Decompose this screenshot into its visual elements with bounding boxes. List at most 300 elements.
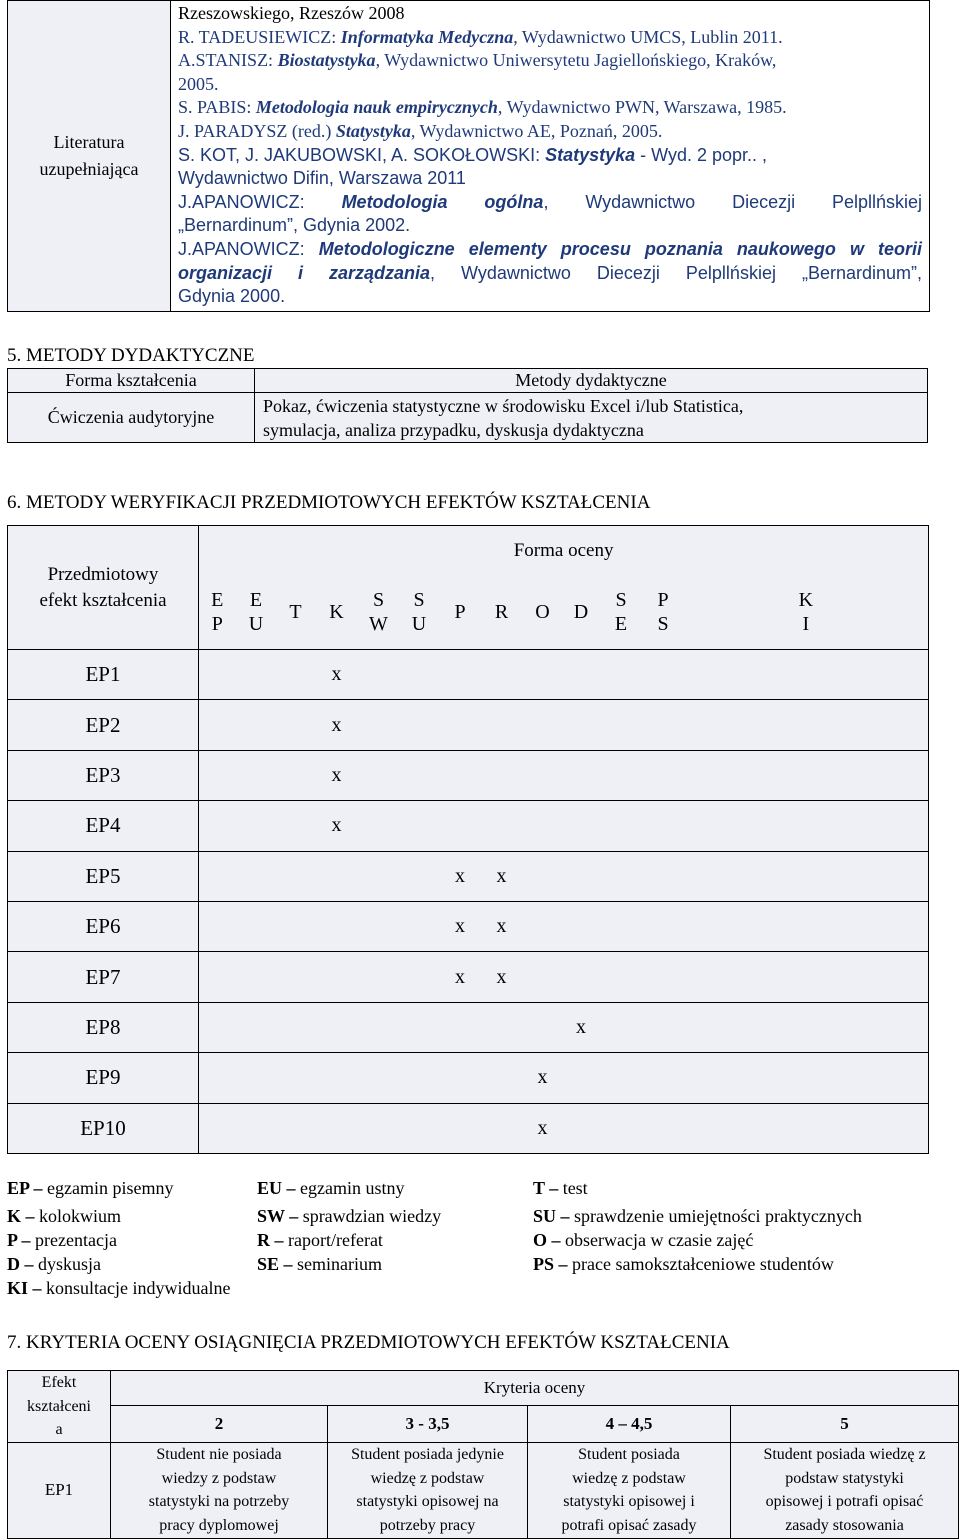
table-row <box>8 952 929 1002</box>
effect-header-1: Przedmiotowy <box>47 563 159 585</box>
mark-cell <box>600 650 643 700</box>
mark-cell <box>563 901 600 951</box>
legend-item-p <box>7 1230 117 1251</box>
mark-cell <box>643 952 684 1002</box>
legend-dash: – <box>29 1178 48 1198</box>
mark-cell <box>563 650 600 700</box>
effect-label: EP6 <box>8 901 199 951</box>
mark-cell <box>440 700 481 750</box>
literature-label-line2: uzupełniająca <box>39 158 139 179</box>
mark-cell <box>481 801 523 851</box>
mark-cell <box>440 750 481 800</box>
criteria-cell-line: podstaw statystyki <box>785 1469 904 1487</box>
literature-entry-author: J.APANOWICZ: <box>178 191 342 212</box>
mark-cell <box>359 700 399 750</box>
grade-header: 5 <box>731 1405 959 1442</box>
methods-methods-value <box>255 393 928 443</box>
mark-cell: x <box>481 901 523 951</box>
criteria-cell-line: wiedzę z podstaw <box>370 1469 485 1487</box>
mark-cell <box>563 1053 600 1103</box>
mark-cell <box>315 1053 359 1103</box>
grade-header: 4 – 4,5 <box>528 1405 731 1442</box>
legend-abbr: SU <box>533 1206 557 1226</box>
mark-cell <box>315 1103 359 1153</box>
literature-entry-author: J.APANOWICZ: <box>178 238 319 259</box>
criteria-cell-line: Student nie posiada <box>156 1446 282 1463</box>
mark-cell <box>399 851 440 901</box>
mark-cell <box>523 1002 563 1052</box>
legend-abbr: SW <box>257 1206 285 1226</box>
criteria-cell-line: statystyki opisowej na <box>356 1493 499 1510</box>
literature-entry-line <box>178 120 922 144</box>
mark-cell <box>236 1002 277 1052</box>
form-column-letter: E <box>614 613 628 636</box>
table-row <box>8 1053 929 1103</box>
literature-entry-title: organizacji i zarządzania <box>178 262 431 283</box>
legend-abbr: SE <box>257 1254 280 1274</box>
mark-cell <box>236 700 277 750</box>
mark-cell: x <box>315 750 359 800</box>
mark-cell <box>481 650 523 700</box>
mark-cell <box>684 801 929 851</box>
legend-abbr: K <box>7 1206 22 1226</box>
legend-dash: – <box>28 1278 47 1298</box>
form-column-header <box>563 576 600 650</box>
mark-cell <box>277 700 315 750</box>
section6-heading: 6. METODY WERYFIKACJI PRZEDMIOTOWYCH EFEKTÓW KSZTAŁCENIA <box>7 492 651 513</box>
legend-item-d <box>7 1254 101 1275</box>
legend-item-se <box>257 1254 382 1275</box>
literature-entry-title: Metodologia ogólna <box>341 191 544 212</box>
form-column-letter: U <box>248 613 264 636</box>
effect-label: EP2 <box>8 700 199 750</box>
legend-abbr: O <box>533 1230 548 1250</box>
mark-cell <box>236 650 277 700</box>
mark-cell <box>481 750 523 800</box>
mark-cell <box>563 952 600 1002</box>
form-column-letter: R <box>494 601 509 624</box>
mark-cell <box>236 1053 277 1103</box>
literature-entries-cell <box>171 1 930 312</box>
criteria-effect-header <box>8 1371 111 1443</box>
legend-abbr: EU <box>257 1178 283 1198</box>
legend-item-ep <box>7 1178 173 1199</box>
legend-text: prezentacja <box>35 1230 117 1250</box>
mark-cell <box>199 901 236 951</box>
effect-label: EP8 <box>8 1002 199 1052</box>
effect-label: EP3 <box>8 750 199 800</box>
table-row <box>8 801 929 851</box>
mark-cell <box>684 851 929 901</box>
mark-cell <box>315 1002 359 1052</box>
mark-cell: x <box>315 650 359 700</box>
mark-cell: x <box>523 1053 563 1103</box>
table-row <box>8 700 929 750</box>
mark-cell <box>399 1002 440 1052</box>
legend-item-su <box>533 1206 862 1227</box>
form-column-header <box>440 576 481 650</box>
legend-text: egzamin pisemny <box>47 1178 174 1198</box>
mark-cell <box>481 700 523 750</box>
form-column-letter: S <box>372 589 385 612</box>
mark-cell <box>600 952 643 1002</box>
legend-item-ki <box>7 1278 230 1299</box>
mark-cell <box>563 750 600 800</box>
form-column-letter: D <box>573 601 589 624</box>
legend-abbr: EP <box>7 1178 30 1198</box>
grade-header: 3 - 3,5 <box>328 1405 528 1442</box>
methods-header-form: Forma kształcenia <box>8 369 255 393</box>
legend-dash: – <box>547 1230 566 1250</box>
mark-cell <box>481 1103 523 1153</box>
literature-entry-line <box>178 96 922 120</box>
mark-cell <box>523 700 563 750</box>
criteria-cell-line: Student posiada <box>578 1446 680 1463</box>
mark-cell <box>359 1103 399 1153</box>
legend-abbr: KI <box>7 1278 29 1298</box>
legend-item-ps <box>533 1254 834 1275</box>
legend-dash: – <box>556 1206 575 1226</box>
criteria-cell <box>111 1442 328 1538</box>
literature-entry-text: Rzeszowskiego, Rzeszów 2008 <box>178 3 405 23</box>
mark-cell: x <box>440 851 481 901</box>
legend-dash: – <box>17 1230 36 1250</box>
form-column-header <box>277 576 315 650</box>
effect-label: EP7 <box>8 952 199 1002</box>
form-column-header <box>643 576 684 650</box>
mark-cell <box>359 1002 399 1052</box>
literature-entry-title: Metodologiczne elementy procesu poznania naukowego w teorii <box>318 238 922 259</box>
mark-cell <box>643 1002 684 1052</box>
form-column-letter: O <box>535 601 550 624</box>
literature-entry-text: Gdynia 2000. <box>178 286 286 307</box>
literature-entry-line <box>178 167 922 191</box>
literature-entry-line <box>178 49 922 73</box>
legend-dash: – <box>544 1178 563 1198</box>
criteria-cell <box>528 1442 731 1538</box>
form-column-header <box>359 576 399 650</box>
effect-label: EP9 <box>8 1053 199 1103</box>
form-column-letter: S <box>413 589 425 612</box>
criteria-cell-line: statystyki opisowej i <box>563 1493 695 1510</box>
effect-label: EP4 <box>8 801 199 851</box>
literature-entry-author: A.STANISZ: <box>178 50 278 71</box>
literature-entry-publisher: - Wyd. 2 popr.. , <box>635 144 768 165</box>
literature-entry-line <box>178 191 922 215</box>
mark-cell <box>684 1103 929 1153</box>
literature-entry-author: S. PABIS: <box>178 97 256 118</box>
criteria-cell-line: Student posiada wiedzę z <box>763 1446 926 1463</box>
methods-table <box>7 368 928 443</box>
form-column-letter: S <box>657 613 669 636</box>
mark-cell: x <box>315 801 359 851</box>
criteria-cell-line: pracy dyplomowej <box>159 1516 279 1534</box>
mark-cell <box>199 1002 236 1052</box>
mark-cell <box>399 1103 440 1153</box>
mark-cell <box>315 851 359 901</box>
legend-item-eu <box>257 1178 405 1199</box>
mark-cell <box>684 700 929 750</box>
table-row <box>8 750 929 800</box>
grade-header: 2 <box>111 1405 328 1442</box>
mark-cell <box>481 1002 523 1052</box>
legend-text: kolokwium <box>39 1206 122 1226</box>
effect-label: EP5 <box>8 851 199 901</box>
mark-cell <box>643 700 684 750</box>
literature-entry-publisher: , Wydawnictwo Diecezji Pelpllńskiej „Bernardinum”, <box>430 262 922 283</box>
mark-cell <box>440 650 481 700</box>
criteria-cell-line: Student posiada jedynie <box>351 1446 504 1463</box>
mark-cell <box>643 1053 684 1103</box>
mark-cell <box>359 650 399 700</box>
criteria-cell-line: zasady stosowania <box>785 1516 904 1534</box>
mark-cell: x <box>315 700 359 750</box>
legend-text: dyskusja <box>38 1254 101 1274</box>
mark-cell <box>600 1053 643 1103</box>
mark-cell: x <box>481 952 523 1002</box>
table-row <box>8 1002 929 1052</box>
literature-entry-title: Metodologia nauk empirycznych <box>255 97 498 118</box>
mark-cell <box>277 1103 315 1153</box>
literature-entry-publisher: , Wydawnictwo UMCS, Lublin 2011. <box>513 26 783 47</box>
mark-cell <box>199 650 236 700</box>
mark-cell <box>523 650 563 700</box>
effect-label: EP1 <box>8 650 199 700</box>
mark-cell <box>600 901 643 951</box>
literature-entry-title: Biostatystyka <box>277 50 376 71</box>
mark-cell <box>399 650 440 700</box>
legend-dash: – <box>554 1254 573 1274</box>
criteria-table <box>7 1370 959 1539</box>
mark-cell <box>523 801 563 851</box>
criteria-cell-line: statystyki na potrzeby <box>148 1493 290 1510</box>
form-column-letter: T <box>289 601 302 624</box>
criteria-effect-header-2: kształceni <box>27 1397 91 1415</box>
mark-cell <box>199 1103 236 1153</box>
criteria-cell-line: wiedzę z podstaw <box>572 1469 686 1487</box>
literature-entry-line <box>178 238 922 262</box>
mark-cell <box>563 700 600 750</box>
legend-item-r <box>257 1230 383 1251</box>
form-column-header <box>684 576 929 650</box>
mark-cell <box>277 801 315 851</box>
literature-label-cell <box>8 1 171 312</box>
criteria-cell-line: potrafi opisać zasady <box>561 1516 697 1534</box>
form-column-header <box>236 576 277 650</box>
legend-item-t <box>533 1178 588 1199</box>
mark-cell <box>236 1103 277 1153</box>
mark-cell <box>684 1002 929 1052</box>
literature-entry-author: S. KOT, J. JAKUBOWSKI, A. SOKOŁOWSKI: <box>178 144 546 165</box>
mark-cell <box>643 650 684 700</box>
mark-cell <box>399 1053 440 1103</box>
mark-cell <box>399 801 440 851</box>
mark-cell <box>600 700 643 750</box>
legend-text: konsultacje indywidualne <box>46 1278 231 1298</box>
mark-cell <box>359 1053 399 1103</box>
mark-cell <box>236 901 277 951</box>
mark-cell <box>643 851 684 901</box>
criteria-row-label: EP1 <box>8 1442 111 1538</box>
literature-entry-line <box>178 26 922 50</box>
mark-cell <box>359 851 399 901</box>
legend-dash: – <box>282 1178 301 1198</box>
legend-abbr: D <box>7 1254 20 1274</box>
table-row <box>8 1103 929 1153</box>
mark-cell <box>440 1053 481 1103</box>
legend-item-sw <box>257 1206 441 1227</box>
mark-cell <box>399 952 440 1002</box>
legend-text: test <box>562 1178 588 1198</box>
mark-cell <box>236 851 277 901</box>
criteria-cell-line: potrzeby pracy <box>379 1516 476 1534</box>
mark-cell <box>359 952 399 1002</box>
literature-table <box>7 0 930 312</box>
legend-abbr: P <box>7 1230 18 1250</box>
mark-cell: x <box>440 901 481 951</box>
table-row <box>8 851 929 901</box>
legend-abbr: T <box>533 1178 545 1198</box>
legend-dash: – <box>270 1230 288 1250</box>
mark-cell <box>277 650 315 700</box>
criteria-effect-header-1: Efekt <box>41 1374 77 1391</box>
form-column-letter: E <box>211 589 224 612</box>
mark-cell <box>399 750 440 800</box>
mark-cell <box>643 801 684 851</box>
form-column-letter: E <box>249 589 263 612</box>
mark-cell <box>600 1103 643 1153</box>
mark-cell <box>440 1103 481 1153</box>
mark-cell: x <box>481 851 523 901</box>
literature-entry-title: Statystyka <box>545 144 636 165</box>
mark-cell <box>359 750 399 800</box>
literature-entry-author: J. PARADYSZ (red.) <box>178 120 336 141</box>
mark-cell <box>440 801 481 851</box>
criteria-cell <box>328 1442 528 1538</box>
literature-entry-line <box>178 73 922 97</box>
mark-cell <box>440 1002 481 1052</box>
legend-dash: – <box>20 1254 38 1274</box>
literature-entries <box>178 2 922 309</box>
mark-cell <box>277 1002 315 1052</box>
legend-text: sprawdzian wiedzy <box>302 1206 442 1226</box>
table-row <box>8 901 929 951</box>
mark-cell <box>523 952 563 1002</box>
mark-cell <box>600 851 643 901</box>
form-column-letter: K <box>798 589 814 612</box>
literature-entry-text: Wydawnictwo Difin, Warszawa 2011 <box>178 168 466 189</box>
effect-header <box>8 526 199 650</box>
mark-cell <box>277 750 315 800</box>
legend-text: raport/referat <box>288 1230 383 1250</box>
mark-cell: x <box>563 1002 600 1052</box>
form-column-header <box>199 576 236 650</box>
mark-cell <box>600 801 643 851</box>
mark-cell <box>563 1103 600 1153</box>
literature-entry-author: R. TADEUSIEWICZ: <box>178 26 341 47</box>
mark-cell <box>684 952 929 1002</box>
mark-cell <box>199 801 236 851</box>
literature-entry-line <box>178 285 922 309</box>
mark-cell <box>481 1053 523 1103</box>
legend-item-o <box>533 1230 753 1251</box>
mark-cell <box>359 801 399 851</box>
mark-cell <box>643 901 684 951</box>
literature-entry-title: Statystyka <box>335 120 411 141</box>
legend-dash: – <box>284 1206 303 1226</box>
legend-abbr: R <box>257 1230 270 1250</box>
mark-cell <box>600 750 643 800</box>
mark-cell <box>523 750 563 800</box>
literature-entry-text: „Bernardinum”, Gdynia 2002. <box>178 215 411 236</box>
legend-text: egzamin ustny <box>300 1178 405 1198</box>
mark-cell <box>277 1053 315 1103</box>
mark-cell <box>236 750 277 800</box>
mark-cell <box>236 801 277 851</box>
mark-cell <box>277 952 315 1002</box>
effect-label: EP10 <box>8 1103 199 1153</box>
criteria-cell <box>731 1442 959 1538</box>
methods-header-methods: Metody dydaktyczne <box>255 369 928 393</box>
mark-cell <box>684 750 929 800</box>
effect-header-2: efekt kształcenia <box>39 589 167 611</box>
criteria-effect-header-3: a <box>55 1421 63 1438</box>
mark-cell <box>277 851 315 901</box>
literature-entry-title: Informatyka Medyczna <box>340 26 514 47</box>
legend-text: sprawdzenie umiejętności praktycznych <box>574 1206 862 1226</box>
mark-cell <box>523 901 563 951</box>
form-column-letter: S <box>615 589 627 612</box>
mark-cell <box>523 851 563 901</box>
methods-line-1: Pokaz, ćwiczenia statystyczne w środowisku Excel i/lub Statistica, <box>263 395 744 416</box>
table-row <box>8 650 929 700</box>
literature-entry-text: 2005. <box>178 73 219 94</box>
form-column-header <box>315 576 359 650</box>
literature-entry-line <box>178 144 922 168</box>
mark-cell <box>199 952 236 1002</box>
literature-entry-line <box>178 214 922 238</box>
legend-dash: – <box>279 1254 298 1274</box>
mark-cell <box>643 1103 684 1153</box>
form-column-header <box>481 576 523 650</box>
mark-cell: x <box>440 952 481 1002</box>
mark-cell <box>199 750 236 800</box>
mark-cell <box>684 1053 929 1103</box>
mark-cell <box>199 1053 236 1103</box>
literature-entry-publisher: , Wydawnictwo Diecezji Pelpllńskiej <box>543 191 923 212</box>
legend-item-k <box>7 1206 121 1227</box>
mark-cell <box>684 650 929 700</box>
form-column-letter: U <box>411 613 427 636</box>
literature-entry-line <box>178 2 922 26</box>
mark-cell <box>277 901 315 951</box>
literature-label-line1: Literatura <box>53 131 125 152</box>
form-column-header <box>523 576 563 650</box>
mark-cell <box>563 801 600 851</box>
mark-cell <box>643 750 684 800</box>
form-header: Forma oceny <box>199 526 929 576</box>
mark-cell <box>359 901 399 951</box>
mark-cell <box>684 901 929 951</box>
form-column-letter: K <box>329 601 344 624</box>
mark-cell: x <box>523 1103 563 1153</box>
legend-text: seminarium <box>297 1254 383 1274</box>
mark-cell <box>315 952 359 1002</box>
mark-cell <box>236 952 277 1002</box>
mark-cell <box>600 1002 643 1052</box>
literature-entry-publisher: , Wydawnictwo PWN, Warszawa, 1985. <box>497 97 787 118</box>
literature-entry-line <box>178 262 922 286</box>
